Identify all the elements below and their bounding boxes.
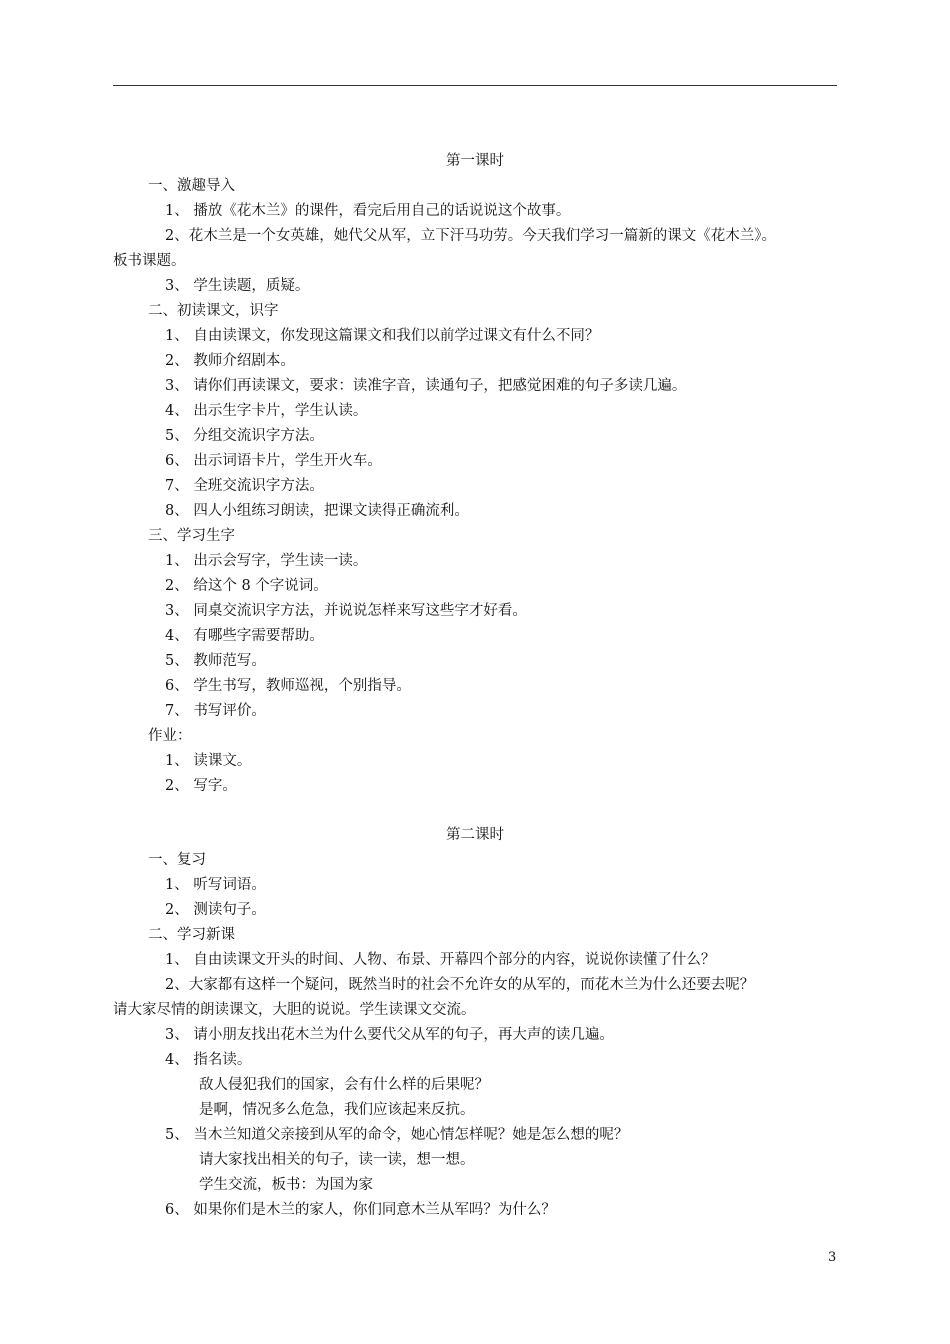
list-item: 1、 自由读课文，你发现这篇课文和我们以前学过课文有什么不同？ [165,328,600,344]
list-item: 4、 出示生字卡片，学生认读。 [165,403,368,419]
list-item: 4、 指名读。 [165,1052,252,1068]
list-item: 1、 自由读课文开头的时间、人物、布景、开幕四个部分的内容，说说你读懂了什么？ [165,952,716,968]
list-item: 2、大家都有这样一个疑问，既然当时的社会不允许女的从军的，而花木兰为什么还要去呢？ [165,977,755,993]
list-item-continuation: 板书课题。 [113,253,186,269]
list-item: 3、 请你们再读课文，要求：读准字音，读通句子，把感觉困难的句子多读几遍。 [165,378,687,394]
page-number: 3 [828,1250,837,1265]
list-item: 3、 学生读题，质疑。 [165,278,310,294]
heading-review: 一、复习 [148,852,206,868]
list-item: 6、 出示词语卡片，学生开火车。 [165,453,382,469]
list-item: 6、 如果你们是木兰的家人，你们同意木兰从军吗？为什么？ [165,1202,556,1218]
list-item: 4、 有哪些字需要帮助。 [165,628,324,644]
list-item: 2、 写字。 [165,778,237,794]
list-item: 5、 当木兰知道父亲接到从军的命令，她心情怎样呢？她是怎么想的呢？ [165,1127,629,1143]
heading-first-reading: 二、初读课文，识字 [148,303,279,319]
sub-item: 请大家找出相关的句子，读一读，想一想。 [199,1152,475,1168]
list-item: 1、 读课文。 [165,753,252,769]
list-item: 5、 教师范写。 [165,653,266,669]
list-item: 1、 听写词语。 [165,877,266,893]
heading-homework: 作业： [148,728,192,744]
list-item: 3、 请小朋友找出花木兰为什么要代父从军的句子，再大声的读几遍。 [165,1027,614,1043]
list-item: 5、 分组交流识字方法。 [165,428,324,444]
list-item: 2、 测读句子。 [165,902,266,918]
list-item: 3、 同桌交流识字方法，并说说怎样来写这些字才好看。 [165,603,527,619]
sub-item: 学生交流，板书：为国为家 [199,1177,373,1193]
heading-learn-characters: 三、学习生字 [148,528,235,544]
list-item: 2、花木兰是一个女英雄，她代父从军，立下汗马功劳。今天我们学习一篇新的课文《花木兰》。 [165,228,776,244]
list-item: 8、 四人小组练习朗读，把课文读得正确流利。 [165,503,469,519]
sub-item: 是啊，情况多么危急，我们应该起来反抗。 [199,1102,475,1118]
sub-item: 敌人侵犯我们的国家，会有什么样的后果呢？ [199,1077,489,1093]
heading-intro: 一、激趣导入 [148,178,235,194]
list-item-continuation: 请大家尽情的朗读课文，大胆的说说。学生读课文交流。 [113,1002,476,1018]
list-item: 1、 播放《花木兰》的课件，看完后用自己的话说说这个故事。 [165,203,571,219]
header-rule [113,85,837,86]
heading-new-lesson: 二、学习新课 [148,927,235,943]
list-item: 2、 给这个 8 个字说词。 [165,578,328,594]
section-title-lesson-2: 第二课时 [446,827,504,843]
list-item: 1、 出示会写字，学生读一读。 [165,553,368,569]
section-title-lesson-1: 第一课时 [446,153,504,169]
list-item: 7、 书写评价。 [165,703,266,719]
list-item: 7、 全班交流识字方法。 [165,478,324,494]
list-item: 2、 教师介绍剧本。 [165,353,295,369]
list-item: 6、 学生书写，教师巡视，个别指导。 [165,678,411,694]
